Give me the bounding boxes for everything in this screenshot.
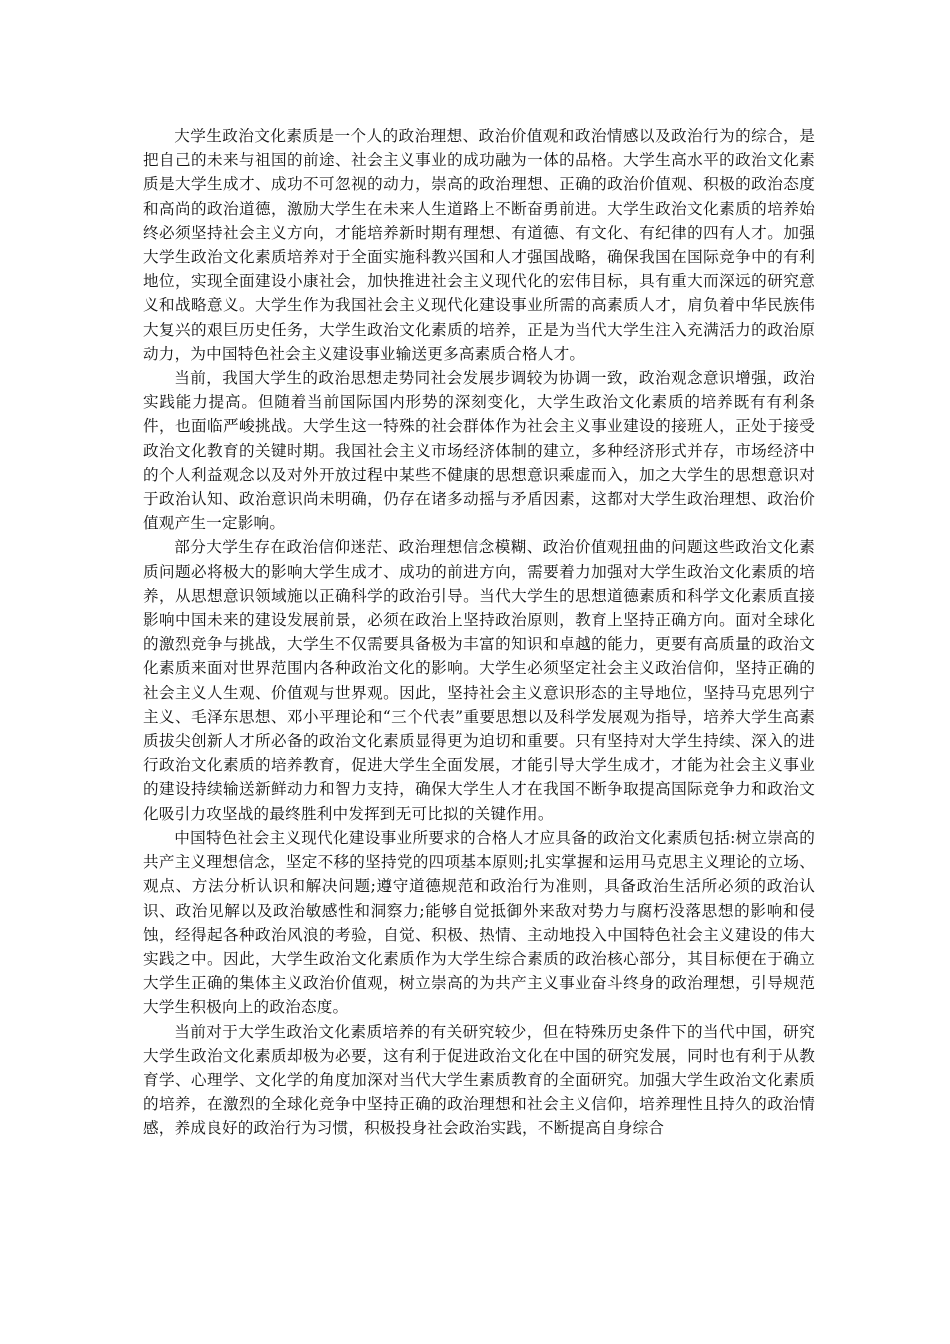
paragraph: 大学生政治文化素质是一个人的政治理想、政治价值观和政治情感以及政治行为的综合，是把自己的未来与祖国的前途、社会主义事业的成功融为一体的品格。大学生高水平的政治文化素质是大学生成才、成功不可忽视的动力，崇高的政治理想、正确的政治价值观、积极的政治态度和高尚的政治道德，激励大学生在未来人生道路上不断奋勇前进。大学生政治文化素质的培养始终必须坚持社会主义方向，才能培养新时期有理想、有道德、有文化、有纪律的四有人才。加强大学生政治文化素质培养对于全面实施科教兴国和人才强国战略，确保我国在国际竞争中的有利地位，实现全面建设小康社会，加快推进社会主义现代化的宏伟目标，具有重大而深远的研究意义和战略意义。大学生作为我国社会主义现代化建设事业所需的高素质人才，肩负着中华民族伟大复兴的艰巨历史任务，大学生政治文化素质的培养，正是为当代大学生注入充满活力的政治原动力，为中国特色社会主义建设事业输送更多高素质合格人才。 — [143, 127, 815, 363]
paragraph: 中国特色社会主义现代化建设事业所要求的合格人才应具备的政治文化素质包括:树立崇高的共产主义理想信念，坚定不移的坚持党的四项基本原则;扎实掌握和运用马克思主义理论的立场、观点、方法分析认识和解决问题;遵守道德规范和政治行为准则，具备政治生活所必须的政治认识、政治见解以及政治敏感性和洞察力;能够自觉抵御外来敌对势力与腐朽没落思想的影响和侵蚀，经得起各种政治风浪的考验，自觉、积极、热情、主动地投入中国特色社会主义建设的伟大实践之中。因此，大学生政治文化素质作为大学生综合素质的政治核心部分，其目标便在于确立大学生正确的集体主义政治价值观，树立崇高的为共产主义事业奋斗终身的政治理想，引导规范大学生积极向上的政治态度。 — [143, 828, 815, 1017]
paragraph: 当前，我国大学生的政治思想走势同社会发展步调较为协调一致，政治观念意识增强，政治实践能力提高。但随着当前国际国内形势的深刻变化，大学生政治文化素质的培养既有有利条件，也面临严峻挑战。大学生这一特殊的社会群体作为社会主义事业建设的接班人，正处于接受政治文化教育的关键时期。我国社会主义市场经济体制的建立，多种经济形式并存，市场经济中的个人利益观念以及对外开放过程中某些不健康的思想意识乘虚而入，加之大学生的思想意识对于政治认知、政治意识尚未明确，仍存在诸多动摇与矛盾因素，这都对大学生政治理想、政治价值观产生一定影响。 — [143, 369, 815, 533]
document-page — [143, 124, 815, 1141]
paragraph: 当前对于大学生政治文化素质培养的有关研究较少，但在特殊历史条件下的当代中国，研究大学生政治文化素质却极为必要，这有利于促进政治文化在中国的研究发展，同时也有利于从教育学、心理学、文化学的角度加深对当代大学生素质教育的全面研究。加强大学生政治文化素质的培养，在激烈的全球化竞争中坚持正确的政治理想和社会主义信仰，培养理性且持久的政治情感，养成良好的政治行为习惯，积极投身社会政治实践，不断提高自身综合 — [143, 1022, 815, 1138]
paragraph: 部分大学生存在政治信仰迷茫、政治理想信念模糊、政治价值观扭曲的问题这些政治文化素质问题必将极大的影响大学生成才、成功的前进方向，需要着力加强对大学生政治文化素质的培养，从思想意识领域施以正确科学的政治引导。当代大学生的思想道德素质和科学文化素质直接影响中国未来的建设发展前景，必须在政治上坚持政治原则，教育上坚持正确方向。面对全球化的激烈竞争与挑战，大学生不仅需要具备极为丰富的知识和卓越的能力，更要有高质量的政治文化素质来面对世界范围内各种政治文化的影响。大学生必须坚定社会主义政治信仰，坚持正确的社会主义人生观、价值观与世界观。因此，坚持社会主义意识形态的主导地位，坚持马克思列宁主义、毛泽东思想、邓小平理论和“三个代表”重要思想以及科学发展观为指导，培养大学生高素质拔尖创新人才所必备的政治文化素质显得更为迫切和重要。只有坚持对大学生持续、深入的进行政治文化素质的培养教育，促进大学生全面发展，才能引导大学生成才，才能为社会主义事业的建设持续输送新鲜动力和智力支持，确保大学生人才在我国不断争取提高国际竞争力和政治文化吸引力攻坚战的最终胜利中发挥到无可比拟的关键作用。 — [143, 538, 815, 823]
